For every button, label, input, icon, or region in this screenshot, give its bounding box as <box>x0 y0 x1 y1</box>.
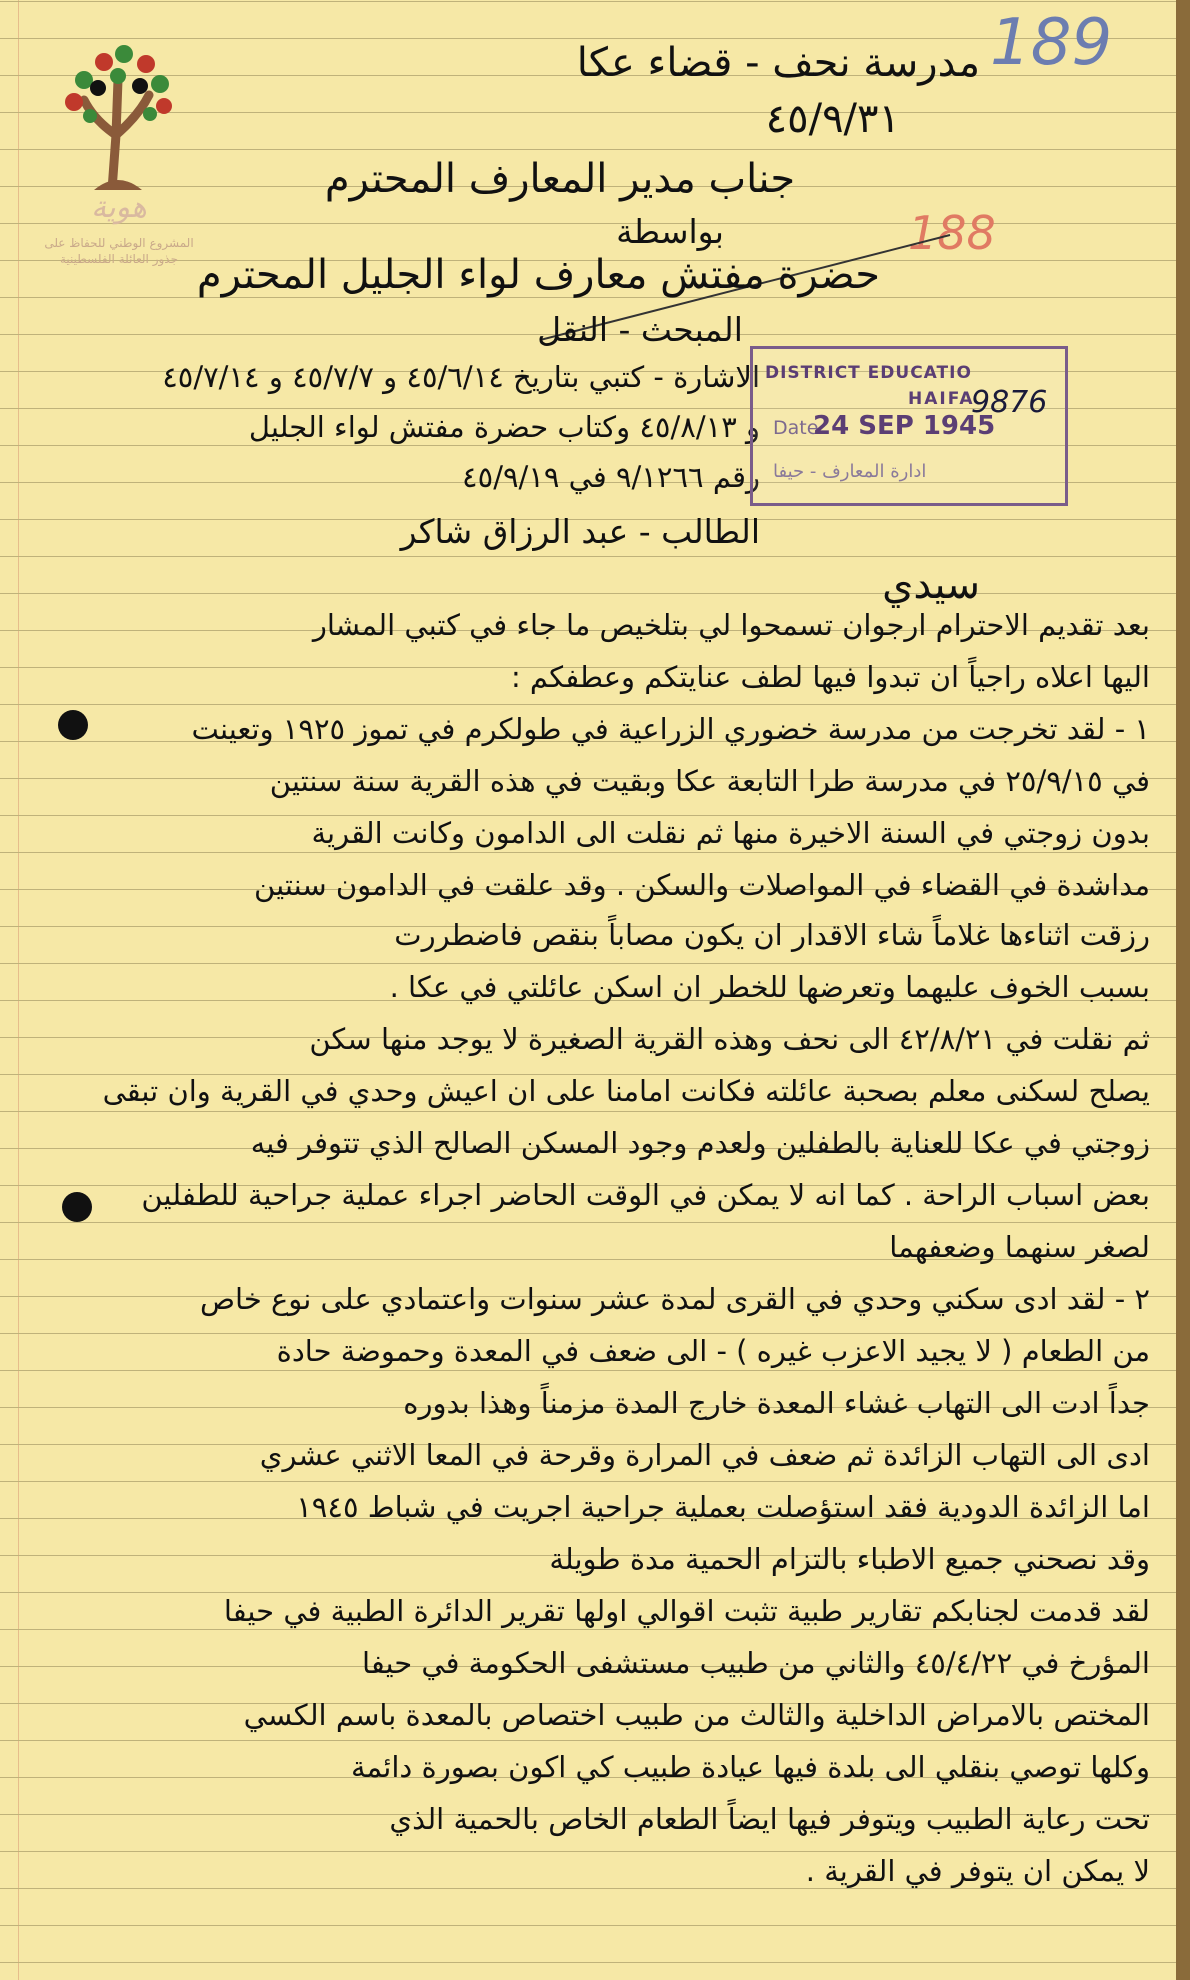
body-line: في ٢٥/٩/١٥ في مدرسة طرا التابعة عكا وبقيت في هذه القرية سنة سنتين <box>269 764 1150 798</box>
stamp-date: 24 SEP 1945 <box>813 411 996 441</box>
body-line: لا يمكن ان يتوفر في القرية . <box>805 1854 1150 1888</box>
body-line: بدون زوجتي في السنة الاخيرة منها ثم نقلت الى الدامون وكانت القرية <box>311 816 1150 850</box>
reference-line1: الاشارة - كتبي بتاريخ ٤٥/٦/١٤ و ٤٥/٧/٧ و ٤٥/٧/١٤ <box>162 360 760 394</box>
body-line: ٢ - لقد ادى سكني وحدي في القرى لمدة عشر سنوات واعتمادي على نوع خاص <box>199 1282 1150 1316</box>
body-line: بعض اسباب الراحة . كما انه لا يمكن في الوقت الحاضر اجراء عملية جراحية للطفلين <box>141 1178 1150 1212</box>
addressee: جناب مدير المعارف المحترم <box>324 156 796 202</box>
logo-title: هوية <box>91 190 147 225</box>
reference-line3: رقم ٩/١٢٦٦ في ٤٥/٩/١٩ <box>462 460 760 494</box>
pencil-page-number: 189 <box>990 6 1113 80</box>
heritage-logo <box>44 40 194 280</box>
red-page-number: 188 <box>908 206 996 260</box>
body-line: ثم نقلت في ٤٢/٨/٢١ الى نحف وهذه القرية الصغيرة لا يوجد منها سكن <box>309 1022 1150 1056</box>
body-line: اليها اعلاه راجياً ان تبدوا فيها لطف عنايتكم وعطفكم : <box>510 660 1150 694</box>
tree-icon <box>54 40 184 190</box>
education-office-stamp <box>750 346 1068 506</box>
letter-date: ٤٥/٩/٣١ <box>765 96 900 142</box>
body-line: المختص بالامراض الداخلية والثالث من طبيب اختصاص بالمعدة باسم الكسي <box>243 1698 1150 1732</box>
stamp-bottom-text: ادارة المعارف - حيفا <box>773 461 927 482</box>
stamp-city: HAIFA <box>908 389 975 409</box>
body-line: رزقت اثناءها غلاماً شاء الاقدار ان يكون مصاباً بنقص فاضطررت <box>394 918 1150 952</box>
punch-hole-bottom <box>62 1192 92 1222</box>
school-name: مدرسة نحف - قضاء عكا <box>576 40 980 86</box>
via-inspector: حضرة مفتش معارف لواء الجليل المحترم <box>196 252 880 298</box>
via-label: بواسطة <box>616 212 724 251</box>
logo-caption-line1: المشروع الوطني للحفاظ على <box>44 236 194 250</box>
stamp-date-label: Date <box>773 417 819 439</box>
body-line: اما الزائدة الدودية فقد استؤصلت بعملية جراحية اجريت في شباط ١٩٤٥ <box>296 1490 1150 1524</box>
applicant-name: الطالب - عبد الرزاق شاكر <box>400 512 760 551</box>
body-line: زوجتي في عكا للعناية بالطفلين ولعدم وجود المسكن الصالح الذي تتوفر فيه <box>250 1126 1150 1160</box>
stamp-office: DISTRICT EDUCATIO <box>765 363 972 383</box>
salutation: سيدي <box>882 562 980 608</box>
body-line: لصغر سنهما وضعفهما <box>889 1230 1150 1264</box>
body-line: ادى الى التهاب الزائدة ثم ضعف في المرارة وقرحة في المعا الاثني عشري <box>259 1438 1150 1472</box>
logo-caption-line2: جذور العائلة الفلسطينية <box>60 252 178 266</box>
body-line: جداً ادت الى التهاب غشاء المعدة خارج المدة مزمناً وهذا بدوره <box>403 1386 1150 1420</box>
body-line: لقد قدمت لجنابكم تقارير طبية تثبت اقوالي اولها تقرير الدائرة الطبية في حيفا <box>223 1594 1150 1628</box>
punch-hole-top <box>58 710 88 740</box>
body-line: وقد نصحني جميع الاطباء بالتزام الحمية مدة طويلة <box>549 1542 1150 1576</box>
body-line: وكلها توصي بنقلي الى بلدة فيها عيادة طبيب كي اكون بصورة دائمة <box>350 1750 1150 1784</box>
body-line: المؤرخ في ٤٥/٤/٢٢ والثاني من طبيب مستشفى الحكومة في حيفا <box>362 1646 1150 1680</box>
body-line: مداشدة في القضاء في المواصلات والسكن . وقد علقت في الدامون سنتين <box>254 868 1150 902</box>
body-line: ١ - لقد تخرجت من مدرسة خضوري الزراعية في طولكرم في تموز ١٩٢٥ وتعينت <box>191 712 1150 746</box>
stamp-file-number: 9876 <box>971 385 1048 420</box>
letter-subject: المبحث - النقل <box>537 310 743 349</box>
body-line: بسبب الخوف عليهما وتعرضها للخطر ان اسكن عائلتي في عكا . <box>389 970 1150 1004</box>
body-line: من الطعام ( لا يجيد الاعزب غيره ) - الى ضعف في المعدة وحموضة حادة <box>276 1334 1150 1368</box>
reference-line2: و ٤٥/٨/١٣ وكتاب حضرة مفتش لواء الجليل <box>248 410 760 444</box>
body-line: يصلح لسكنى معلم بصحبة عائلته فكانت امامنا على ان اعيش وحدي في القرية وان تبقى <box>102 1074 1150 1108</box>
body-line: بعد تقديم الاحترام ارجوان تسمحوا لي بتلخيص ما جاء في كتبي المشار <box>312 608 1150 642</box>
body-line: تحت رعاية الطبيب ويتوفر فيها ايضاً الطعام الخاص بالحمية الذي <box>389 1802 1150 1836</box>
